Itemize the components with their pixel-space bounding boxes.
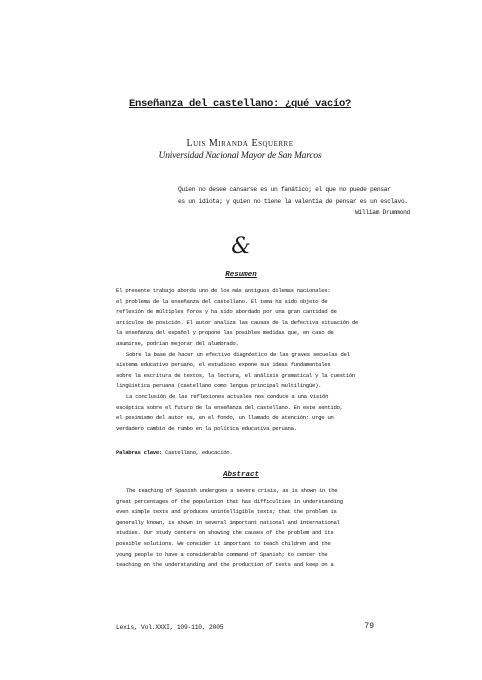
author-name: Luis Miranda Esquerre (186, 138, 294, 149)
text-line: sistema educativo peruano, el estudioso expone sus ideas fundamentales (116, 361, 331, 369)
epigraph (178, 184, 410, 219)
text-line: lingüística peruana (castellano como lengua principal multilingüe). (116, 382, 322, 390)
text-line: The teaching of Spanish undergoes a severe crisis, as is shown in the (126, 487, 338, 494)
text-line: possible solutions. We consider it important to teach children and the (116, 539, 331, 547)
resumen-body (116, 286, 370, 434)
text-line: Sobre la base de hacer un efectivo diagnóstico de las graves secuelas del (126, 350, 350, 358)
abstract-heading: Abstract (222, 471, 259, 479)
text-line: artículos de posición. El autor analiza las causas de la defectiva situación de (116, 318, 358, 326)
epigraph-line: Quien no desee cansarse es un fanático; el que no puede pensar (178, 186, 391, 193)
text-line: El presente trabajo aborda uno de los más antiguos dilemas nacionales: (116, 287, 331, 294)
text-line: asumirse, podrían mejorar del alumbrado. (116, 339, 239, 347)
text-line: el problema de la enseñanza del castellano. El tema ha sido objeto de (116, 297, 328, 305)
text-line: studies. Our study centers on showing the causes of the problem and its (116, 529, 334, 537)
text-line: sobre la escritura de textos, la lectura, el análisis gramatical y la cuestión (116, 371, 355, 379)
keywords-label: Palabras clave: (116, 449, 162, 456)
text-line: generally known, is shown in several important national and international (116, 518, 340, 526)
text-line: La conclusión de las reflexiones actuales nos conduce a una visión (126, 392, 329, 400)
text-line: even simple texts and produces unintelligible texts; that the problem is (116, 508, 337, 516)
page-number: 79 (364, 622, 374, 631)
ampersand-ornament: & (231, 234, 251, 259)
text-line: young people to have a considerable command of Spanish; to center the (116, 550, 328, 558)
abstract-body (116, 486, 370, 571)
text-line: verdadero cambio de rumbo en la política educativa peruana. (116, 424, 297, 432)
text-line: reflexión de múltiples foros y ha sido abordado por una gran cantidad de (116, 308, 337, 316)
text-line: escéptica sobre el futuro de la enseñanza del castellano. En este sentido, (116, 403, 343, 411)
epigraph-attribution: William Drummond (355, 209, 410, 216)
text-line: el pesimismo del autor es, en el fondo, un llamado de atención: urge un (116, 414, 334, 422)
journal-citation: Lexis, Vol.XXXI, 109-110, 2005 (116, 624, 224, 631)
resumen-heading: Resumen (225, 271, 257, 279)
keywords-line (116, 448, 370, 459)
text-line: teaching on the understanding and the production of texts and keep on a (116, 561, 334, 569)
text-line: great percentages of the population that has difficulties in understanding (116, 497, 343, 505)
epigraph-line: es un idiota; y quien no tiene la valentía de pensar es un esclavo. (178, 197, 408, 205)
keywords-value: Castellano, educación. (165, 449, 233, 456)
article-title: Enseñanza del castellano: ¿qué vacío? (128, 98, 352, 110)
author-affiliation: Universidad Nacional Mayor de San Marcos (158, 151, 322, 161)
text-line: la enseñanza del español y propone las posibles medidas que, en caso de (116, 329, 334, 337)
